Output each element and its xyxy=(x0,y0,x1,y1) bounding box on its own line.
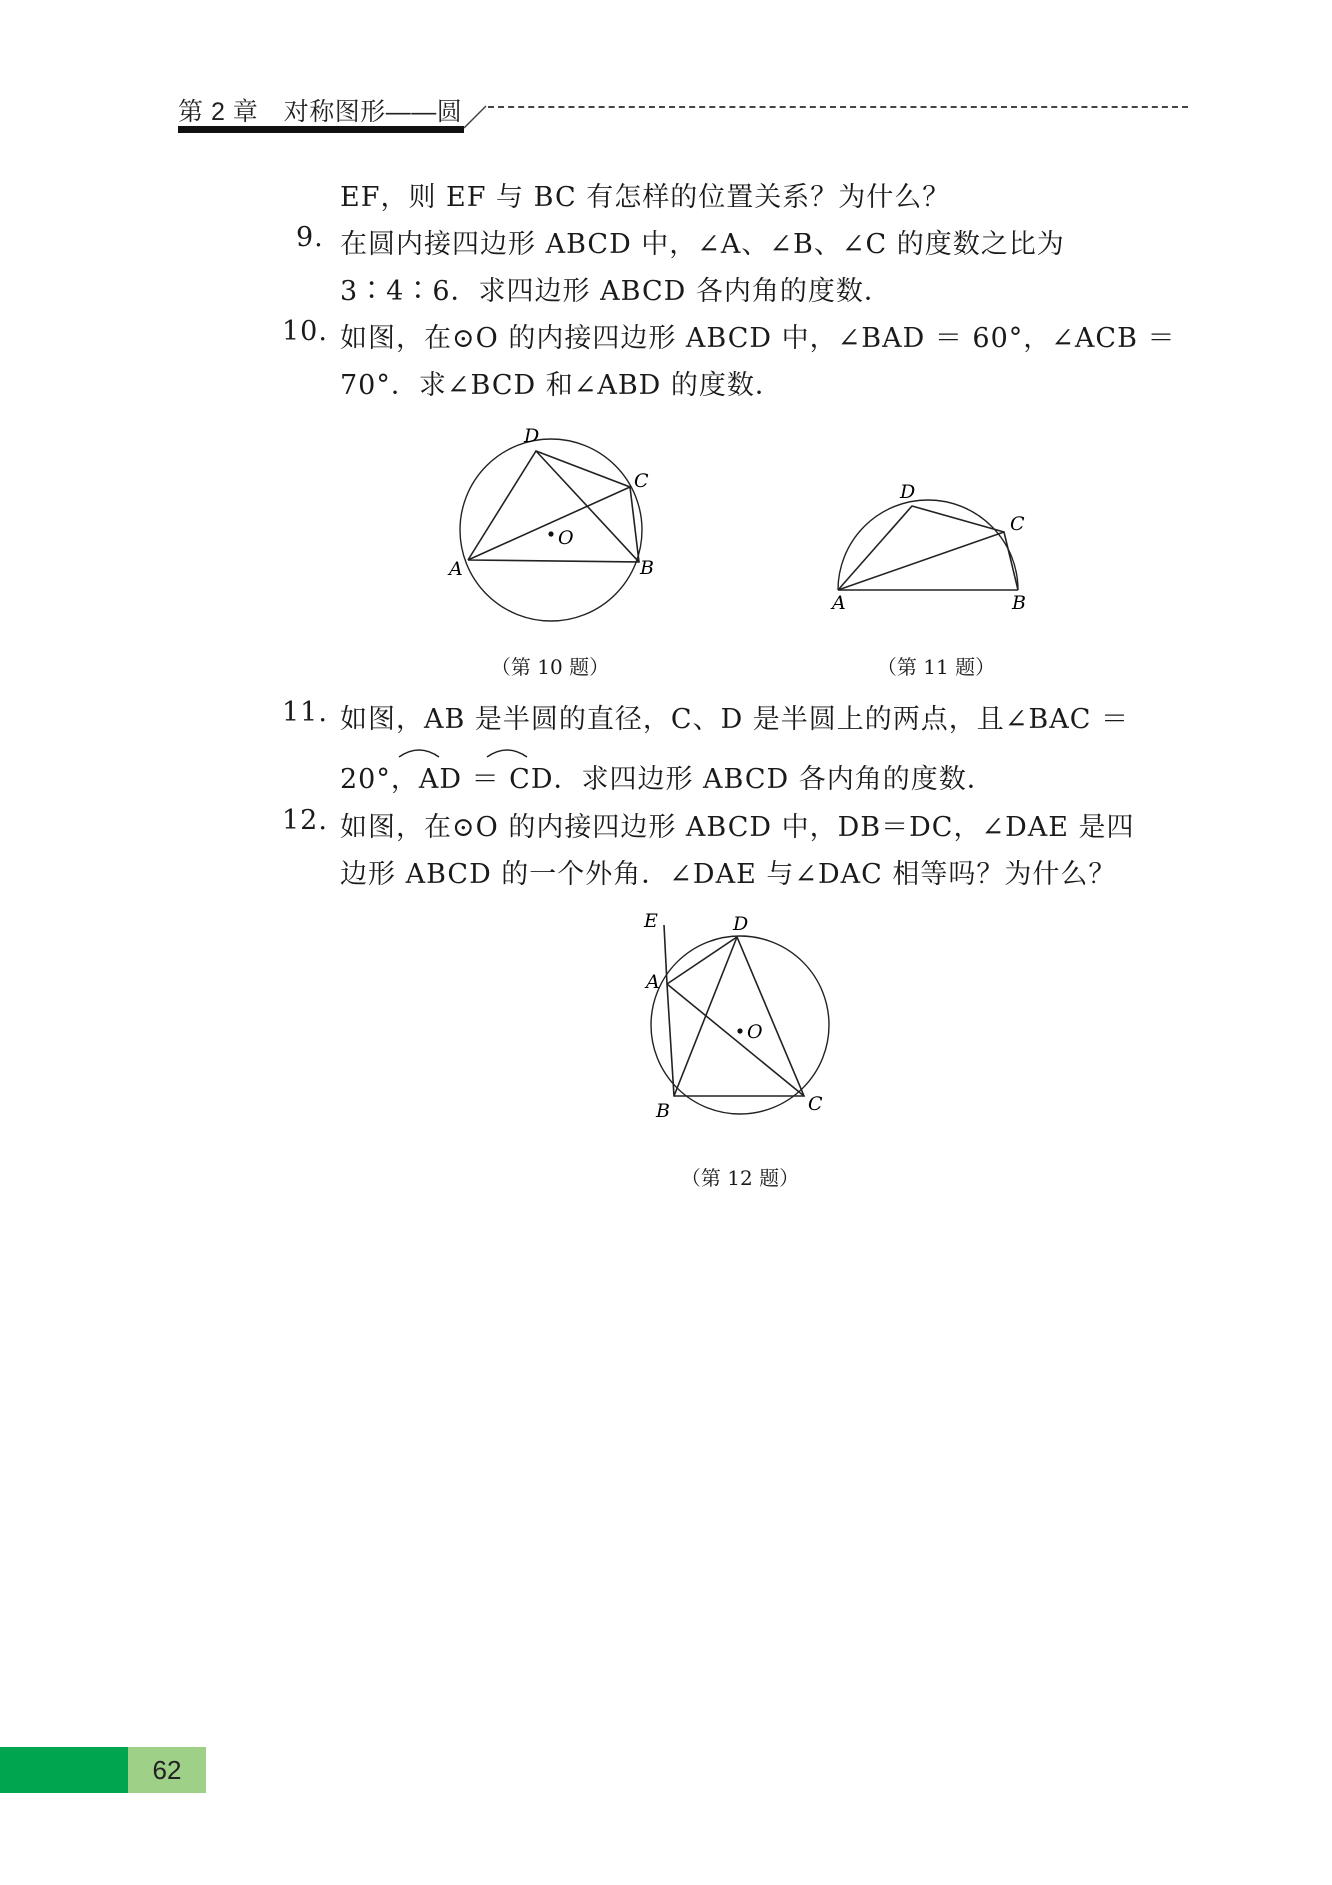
problem-12-line-2: 边形 ABCD 的一个外角．∠DAE 与∠DAC 相等吗？为什么？ xyxy=(340,859,1117,890)
figure-12-caption: （第 12 题） xyxy=(680,1166,800,1190)
fig12-label-o: O xyxy=(747,1021,763,1043)
problem-10-number: 10. xyxy=(282,316,328,347)
fig10-label-b: B xyxy=(640,557,654,579)
fig11-label-b: B xyxy=(1012,592,1026,614)
problem-12-line-1: 如图，在⊙O 的内接四边形 ABCD 中，DB＝DC，∠DAE 是四 xyxy=(340,812,1135,843)
fig11-label-d: D xyxy=(900,481,916,503)
problem-10-line-2: 70°．求∠BCD 和∠ABD 的度数． xyxy=(340,370,783,401)
header-slash-decoration xyxy=(462,104,488,130)
figure-10-inscribed-quadrilateral xyxy=(440,420,660,635)
fig12-label-c: C xyxy=(808,1093,823,1115)
figure-11-semicircle xyxy=(820,470,1050,620)
problem-12-number: 12. xyxy=(282,805,328,836)
fig10-label-d: D xyxy=(524,425,540,447)
header-dashed-rule xyxy=(488,106,1188,108)
fig11-label-a: A xyxy=(832,592,846,614)
figure-10-caption: （第 10 题） xyxy=(490,655,610,679)
fig12-label-d: D xyxy=(733,913,749,935)
arc-mark-ad xyxy=(396,745,442,759)
problem-11-line-2: 20°，AD ＝ CD．求四边形 ABCD 各内角的度数． xyxy=(340,764,995,795)
problem-8-continuation: EF，则 EF 与 BC 有怎样的位置关系？为什么？ xyxy=(340,182,951,213)
page-number: 62 xyxy=(152,1755,182,1785)
chapter-title: 第 2 章 对称图形——圆 xyxy=(178,98,463,126)
problem-9-line-2: 3∶4∶6．求四边形 ABCD 各内角的度数． xyxy=(340,276,892,307)
problem-11-number: 11. xyxy=(282,697,328,728)
footer-green-block xyxy=(0,1747,128,1793)
fig12-label-a: A xyxy=(646,971,660,993)
figure-11-caption: （第 11 题） xyxy=(876,655,996,679)
header-underline-bar xyxy=(178,126,464,133)
problem-11-line-1: 如图，AB 是半圆的直径，C、D 是半圆上的两点，且∠BAC ＝ xyxy=(340,704,1130,735)
arc-mark-cd xyxy=(484,745,530,759)
problem-10-line-1: 如图，在⊙O 的内接四边形 ABCD 中，∠BAD ＝ 60°，∠ACB ＝ xyxy=(340,323,1176,354)
problem-9-line-1: 在圆内接四边形 ABCD 中，∠A、∠B、∠C 的度数之比为 xyxy=(340,229,1065,260)
fig12-label-e: E xyxy=(644,910,658,932)
fig12-label-b: B xyxy=(656,1100,670,1122)
fig11-label-c: C xyxy=(1010,513,1025,535)
fig10-label-o: O xyxy=(558,527,574,549)
figure-12-inscribed-quadrilateral xyxy=(630,905,840,1125)
fig10-label-a: A xyxy=(449,558,463,580)
problem-9-number: 9. xyxy=(296,222,324,253)
fig10-label-c: C xyxy=(634,470,649,492)
